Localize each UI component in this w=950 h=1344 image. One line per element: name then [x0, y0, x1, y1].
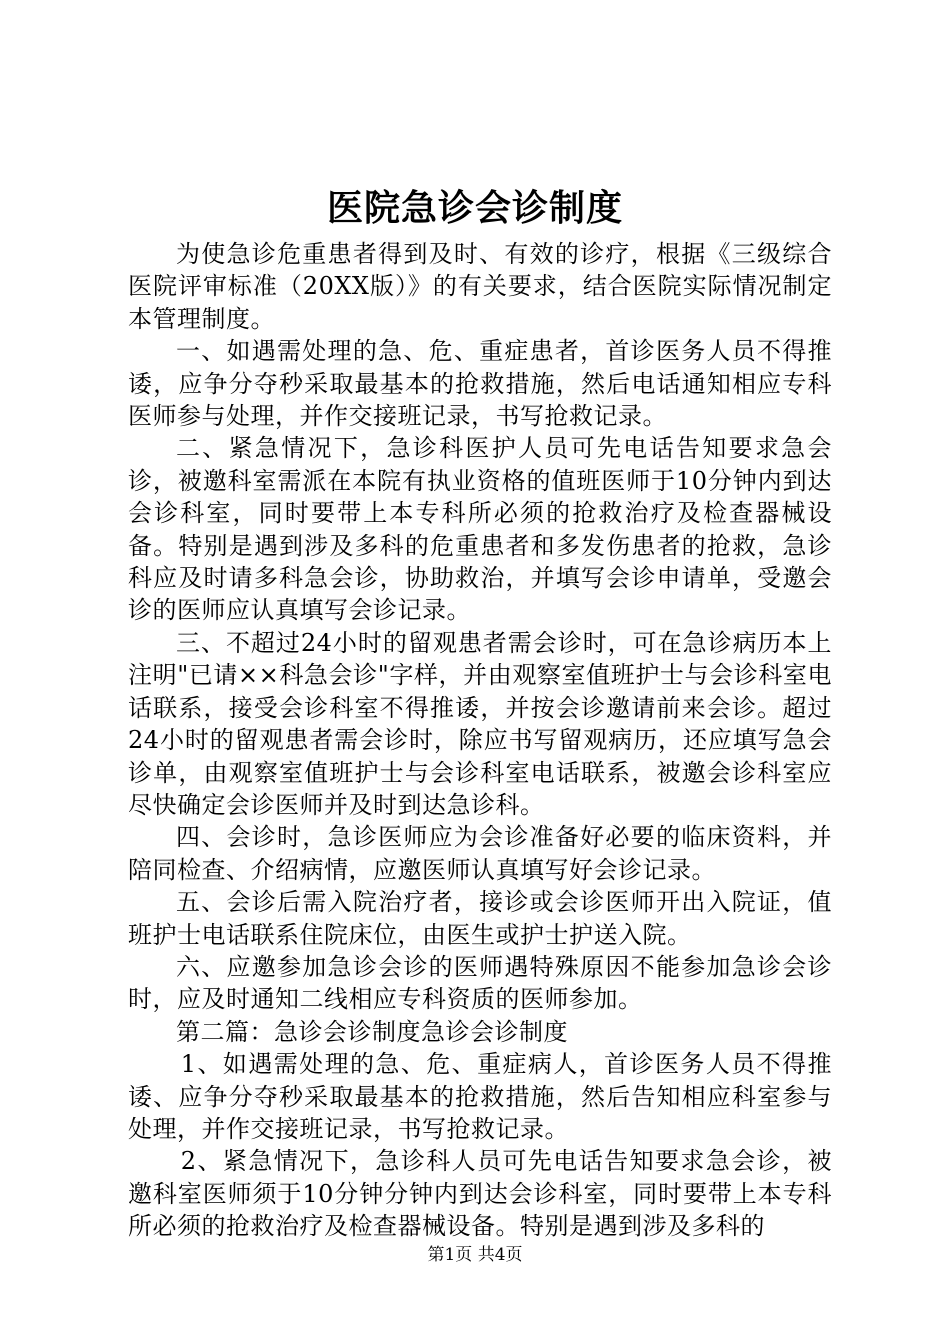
paragraph-part-two-item-2: 2、紧急情况下，急诊科人员可先电话告知要求急会诊，被邀科室医师须于10分钟分钟内到达会诊科室，同时要带上本专科所必须的抢救治疗及检查器械设备。特别是遇到涉及多科的 [128, 1147, 832, 1241]
paragraph-part-two-item-1: 1、如遇需处理的急、危、重症病人，首诊医务人员不得推诿、应争分夺秒采取最基本的抢救措施，然后告知相应科室参与处理，并作交接班记录，书写抢救记录。 [128, 1050, 832, 1143]
document-title: 医院急诊会诊制度 [326, 187, 623, 229]
section-heading-part-two: 第二篇：急诊会诊制度急诊会诊制度 [176, 1017, 568, 1046]
document-body [128, 238, 832, 1243]
paragraph-item-1: 一、如遇需处理的急、危、重症患者，首诊医务人员不得推诿，应争分夺秒采取最基本的抢救措施，然后电话通知相应专科医师参与处理，并作交接班记录，书写抢救记录。 [128, 337, 832, 431]
paragraph-item-6: 六、应邀参加急诊会诊的医师遇特殊原因不能参加急诊会诊时，应及时通知二线相应专科资质的医师参加。 [128, 952, 832, 1014]
page-number-footer: 第1页 共4页 [427, 1245, 523, 1265]
paragraph-item-2: 二、紧急情况下，急诊科医护人员可先电话告知要求急会诊，被邀科室需派在本院有执业资格的值班医师于10分钟内到达会诊科室，同时要带上本专科所必须的抢救治疗及检查器械设备。特别是遇到涉及多科的危重患者和多发伤患者的抢救，急诊科应及时请多科急会诊，协助救治，并填写会诊申请单，受邀会诊的医师应认真填写会诊记录。 [128, 434, 832, 625]
paragraph-intro: 为使急诊危重患者得到及时、有效的诊疗，根据《三级综合医院评审标准（20XX版）》的有关要求，结合医院实际情况制定本管理制度。 [128, 240, 832, 333]
paragraph-item-4: 四、会诊时，急诊医师应为会诊准备好必要的临床资料，并陪同检查、介绍病情，应邀医师认真填写好会诊记录。 [128, 823, 832, 884]
paragraph-item-5: 五、会诊后需入院治疗者，接诊或会诊医师开出入院证，值班护士电话联系住院床位，由医生或护士护送入院。 [128, 888, 832, 949]
paragraph-item-3: 三、不超过24小时的留观患者需会诊时，可在急诊病历本上注明"已请××科急会诊"字样，并由观察室值班护士与会诊科室电话联系，接受会诊科室不得推诿，并按会诊邀请前来会诊。超过24小时的留观患者需会诊时，除应书写留观病历，还应填写急会诊单，由观察室值班护士与会诊科室电话联系，被邀会诊科室应尽快确定会诊医师并及时到达急诊科。 [128, 628, 832, 819]
